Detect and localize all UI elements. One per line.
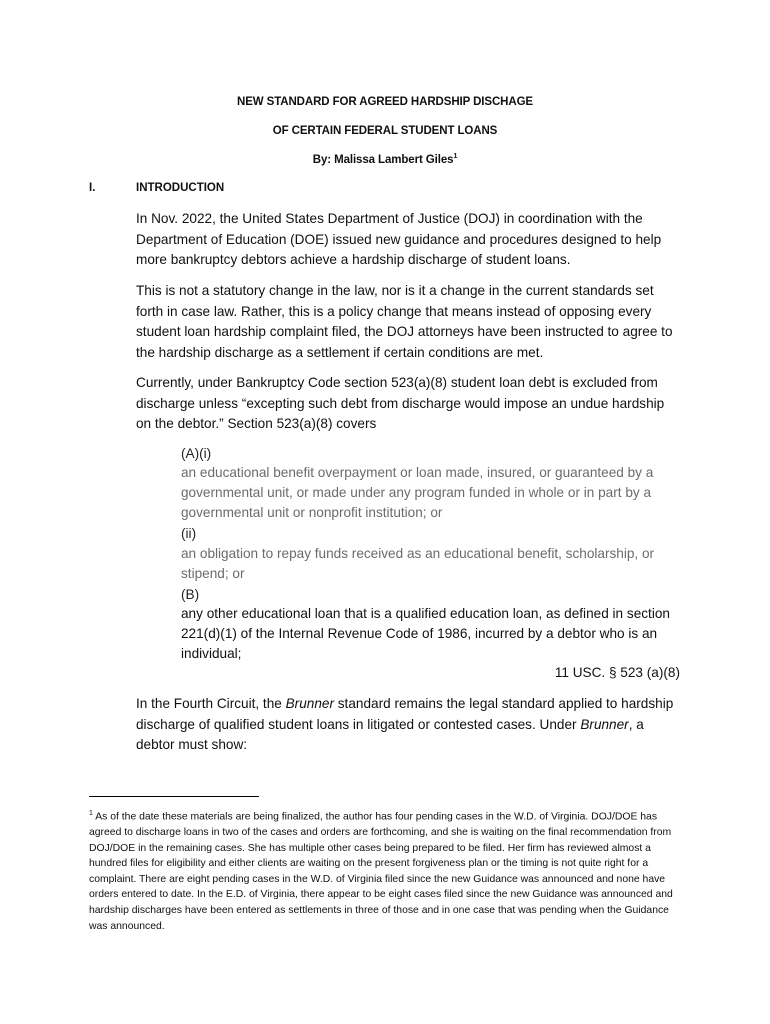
footnote-text: As of the date these materials are being finalized, the author has four pending cases in the W.D. of Virginia. DOJ/DOE has agreed to discharge loans in two of the cases and orders are forthcoming, and she is waiting on the final recommendation from DOJ/DOE in the remaining cases. She has multiple other cases being prepared to be filed. Her firm has reviewed almost a hundred files for eligibility and either clients are waiting on the present forgiveness plan or the timing is not quite right for a complaint. There are eight pending cases in the W.D. of Virginia filed since the new Guidance was announced and none have orders entered to date. In the E.D. of Virginia, there appear to be eight cases filed since the new Guidance was announced and hardship discharges have been entered as settlements in three of those and in one case that was pending when the Guidance was announced. — [89, 811, 673, 932]
paragraph-2: This is not a statutory change in the law, nor is it a change in the current standards set forth in case law. Rather, this is a policy change that means instead of opposing every student loan hardship complaint filed, the DOJ attorneys have been instructed to agree to the hardship discharge as a settlement if certain conditions are met. — [136, 283, 673, 360]
section-heading: INTRODUCTION — [136, 182, 225, 194]
byline — [0, 153, 770, 166]
section-number: I. — [89, 182, 96, 194]
paragraph-4-part-1: In the Fourth Circuit, the — [136, 696, 286, 711]
statute-citation: 11 USC. § 523 (a)(8) — [554, 665, 680, 680]
footnote-ref-1: 1 — [453, 153, 458, 160]
statute-label-b: (B) — [181, 587, 200, 602]
paragraph-4-part-2: standard remains the legal standard applied to hardship discharge of qualified student loans in litigated or contested cases. Under — [136, 696, 674, 732]
paragraph-1: In Nov. 2022, the United States Department of Justice (DOJ) in coordination with the Department of Education (DOE) issued new guidance and procedures designed to help more bankruptcy debtors achieve a hardship discharge of student loans. — [136, 211, 662, 267]
paragraph-3: Currently, under Bankruptcy Code section 523(a)(8) student loan debt is excluded from discharge unless “excepting such debt from discharge would impose an undue hardship on the debtor.” Section 523(a)(8) covers — [136, 375, 665, 431]
statute-label-ii: (ii) — [181, 526, 197, 541]
footnote-divider — [89, 796, 259, 797]
statute-text-a-i: an educational benefit overpayment or loan made, insured, or guaranteed by a governmental unit, or made under any program funded in whole or in part by a governmental unit or nonprofit institution; or — [181, 465, 654, 520]
footnote-1 — [89, 806, 679, 934]
statute-text-b: any other educational loan that is a qualified education loan, as defined in section 221(d)(1) of the Internal Revenue Code of 1986, incurred by a debtor who is an individual; — [181, 606, 670, 661]
footnote-marker: 1 — [89, 810, 93, 817]
brunner-case-name: Brunner — [285, 696, 334, 711]
paragraph-4 — [136, 694, 676, 756]
brunner-case-name-2: Brunner — [580, 716, 629, 732]
statute-text-ii: an obligation to repay funds received as an educational benefit, scholarship, or stipend; or — [181, 546, 655, 581]
author-name: By: Malissa Lambert Giles — [312, 153, 454, 166]
title-line-2: OF CERTAIN FEDERAL STUDENT LOANS — [272, 125, 498, 137]
title-line-1: NEW STANDARD FOR AGREED HARDSHIP DISCHAGE — [237, 96, 533, 108]
paragraph-4-part-3: , a debtor must show: — [136, 716, 644, 752]
statute-label-a-i: (A)(i) — [181, 446, 212, 461]
